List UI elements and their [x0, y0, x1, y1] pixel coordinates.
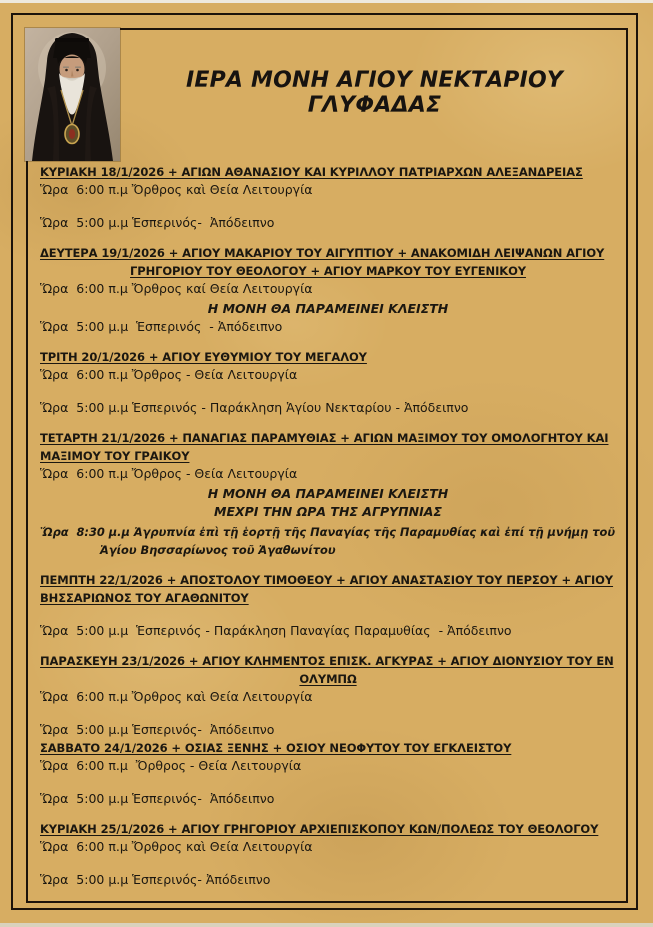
schedule-line: Ὥρα 5:00 μ.μ Ἑσπερινός- Ἀπόδειπνο	[40, 722, 275, 737]
schedule-line: Ὥρα 5:00 μ.μ Ἑσπερινός- Ἀπόδειπνο	[40, 215, 275, 230]
schedule-line: Η ΜΟΝΗ ΘΑ ΠΑΡΑΜΕΙΝΕΙ ΚΛΕΙΣΤΗ	[207, 486, 449, 501]
schedule-line: ΔΕΥΤΕΡΑ 19/1/2026 + ΑΓΙΟΥ ΜΑΚΑΡΙΟΥ ΤΟΥ ΑΙΓΥΠΤΙΟΥ + ΑΝΑΚΟΜΙΔΗ ΛΕΙΨΑΝΩΝ ΑΓΙΟΥ	[40, 246, 605, 260]
schedule-line: ΚΥΡΙΑΚΗ 25/1/2026 + ΑΓΙΟΥ ΓΡΗΓΟΡΙΟΥ ΑΡΧΙΕΠΙΣΚΟΠΟΥ ΚΩΝ/ΠΟΛΕΩΣ ΤΟΥ ΘΕΟΛΟΓΟΥ	[40, 822, 599, 836]
schedule-line: Ὥρα 5:00 μ.μ Ἑσπερινός- Ἀπόδειπνο	[40, 791, 275, 806]
schedule-line: Ὥρα 8:30 μ.μ Ἀγρυπνία ἐπὶ τῇ ἑορτῇ τῆς Παναγίας τῆς Παραμυθίας καὶ ἐπί τῇ μνήμῃ τοῦ	[40, 525, 616, 539]
schedule-line: ΣΑΒΒΑΤΟ 24/1/2026 + ΟΣΙΑΣ ΞΕΝΗΣ + ΟΣΙΟΥ ΝΕΟΦΥΤΟΥ ΤΟΥ ΕΓΚΛΕΙΣΤΟΥ	[40, 741, 512, 755]
page-title: ΙΕΡΑ ΜΟΝΗ ΑΓΙΟΥ ΝΕΚΤΑΡΙΟΥ ΓΛΥΦΑΔΑΣ	[185, 68, 564, 118]
schedule-line: Ὥρα 6:00 π.μ Ὄρθρος καὶ Θεία Λειτουργία	[40, 839, 313, 854]
schedule-line: Ὥρα 5:00 μ.μ Ἑσπερινός - Παράκληση Παναγίας Παραμυθίας - Ἀπόδειπνο	[40, 623, 512, 638]
schedule-line: Ὥρα 6:00 π.μ Ὄρθρος - Θεία Λειτουργία	[40, 758, 302, 773]
schedule-line: Ὥρα 5:00 μ.μ Ἑσπερινός- Ἀπόδειπνο	[40, 872, 271, 887]
schedule-line: Ὥρα 6:00 π.μ Ὄρθρος - Θεία Λειτουργία	[40, 367, 298, 382]
schedule-line: ΒΗΣΣΑΡΙΩΝΟΣ ΤΟΥ ΑΓΑΘΩΝΙΤΟΥ	[40, 591, 249, 605]
schedule-line: ΜΑΞΙΜΟΥ ΤΟΥ ΓΡΑΙΚΟΥ	[40, 449, 190, 463]
schedule-line: ΤΡΙΤΗ 20/1/2026 + ΑΓΙΟΥ ΕΥΘΥΜΙΟΥ ΤΟΥ ΜΕΓΑΛΟΥ	[40, 350, 367, 364]
schedule-line: Ὥρα 6:00 π.μ Ὄρθρος καί Θεία Λειτουργία	[40, 281, 313, 296]
schedule-line: ΜΕΧΡΙ ΤΗΝ ΩΡΑ ΤΗΣ ΑΓΡΥΠΝΙΑΣ	[214, 504, 442, 519]
schedule-line: Ὥρα 6:00 π.μ Ὄρθρος - Θεία Λειτουργία	[40, 466, 298, 481]
schedule-line: Ὥρα 6:00 π.μ Ὄρθρος καὶ Θεία Λειτουργία	[40, 182, 313, 197]
schedule-line: ΠΑΡΑΣΚΕΥΗ 23/1/2026 + ΑΓΙΟΥ ΚΛΗΜΕΝΤΟΣ ΕΠΙΣΚ. ΑΓΚΥΡΑΣ + ΑΓΙΟΥ ΔΙΟΝΥΣΙΟΥ ΤΟΥ ΕΝ	[40, 654, 614, 668]
schedule-line: ΓΡΗΓΟΡΙΟΥ ΤΟΥ ΘΕΟΛΟΓΟΥ + ΑΓΙΟΥ ΜΑΡΚΟΥ ΤΟΥ ΕΥΓΕΝΙΚΟΥ	[130, 264, 526, 278]
schedule-line: Η ΜΟΝΗ ΘΑ ΠΑΡΑΜΕΙΝΕΙ ΚΛΕΙΣΤΗ	[207, 301, 449, 316]
saint-nektarios-photo	[25, 28, 120, 161]
schedule-line: ΚΥΡΙΑΚΗ 18/1/2026 + ΑΓΙΩΝ ΑΘΑΝΑΣΙΟΥ ΚΑΙ ΚΥΡΙΛΛΟΥ ΠΑΤΡΙΑΡΧΩΝ ΑΛΕΞΑΝΔΡΕΙΑΣ	[40, 165, 583, 179]
monk-portrait-image	[25, 28, 120, 161]
schedule-line: ΤΕΤΑΡΤΗ 21/1/2026 + ΠΑΝΑΓΙΑΣ ΠΑΡΑΜΥΘΙΑΣ + ΑΓΙΩΝ ΜΑΞΙΜΟΥ ΤΟΥ ΟΜΟΛΟΓΗΤΟΥ ΚΑΙ	[40, 431, 609, 445]
schedule-line: Ἁγίου Βησσαρίωνος τοῦ Ἀγαθωνίτου	[100, 543, 336, 557]
schedule-line: Ὥρα 6:00 π.μ Ὄρθρος καὶ Θεία Λειτουργία	[40, 689, 313, 704]
schedule-line: Ὥρα 5:00 μ.μ Ἑσπερινός - Ἀπόδειπνο	[40, 319, 283, 334]
schedule-line: ΠΕΜΠΤΗ 22/1/2026 + ΑΠΟΣΤΟΛΟΥ ΤΙΜΟΘΕΟΥ + ΑΓΙΟΥ ΑΝΑΣΤΑΣΙΟΥ ΤΟΥ ΠΕΡΣΟΥ + ΑΓΙΟΥ	[40, 573, 614, 587]
schedule-line: Ὥρα 5:00 μ.μ Ἑσπερινός - Παράκληση Ἁγίου Νεκταρίου - Ἀπόδειπνο	[40, 400, 469, 415]
schedule-line: ΟΛΥΜΠΩ	[299, 672, 357, 686]
schedule-lines	[40, 163, 616, 889]
